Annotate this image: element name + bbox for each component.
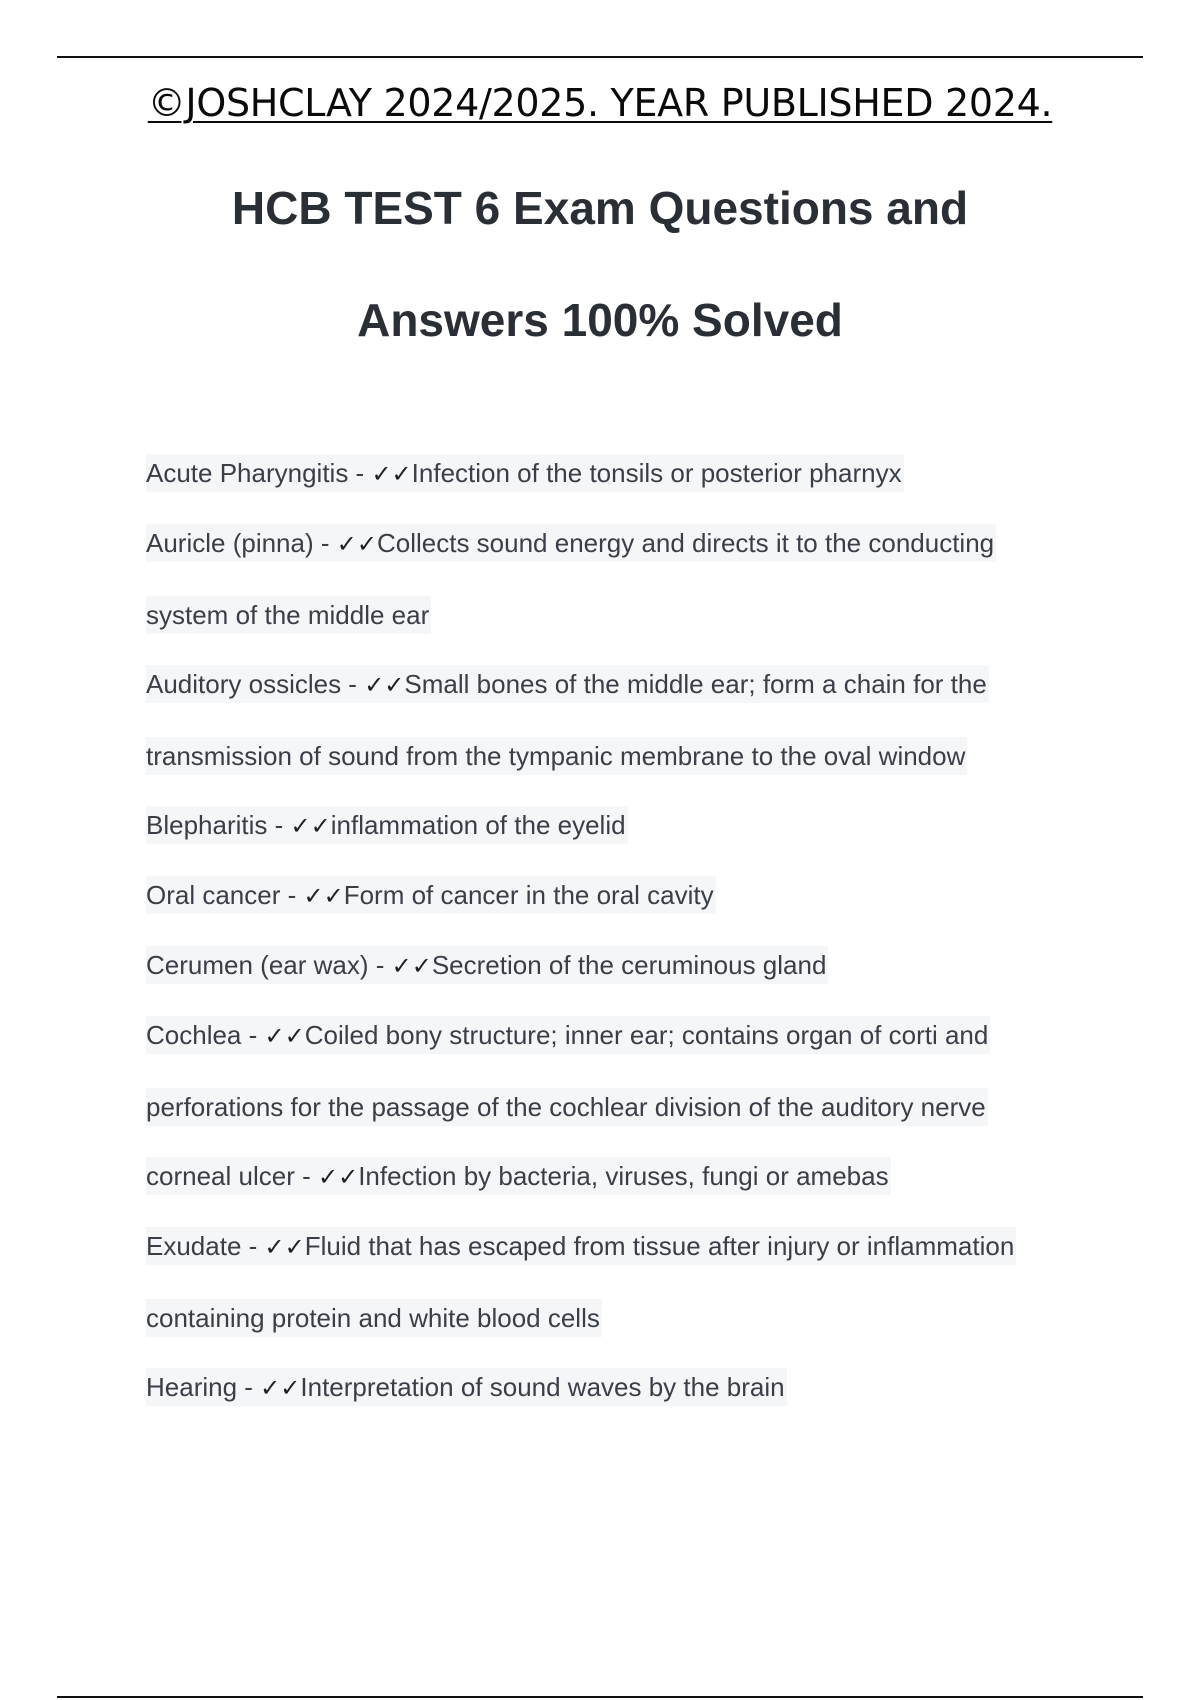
entry-term: Exudate	[146, 1231, 242, 1261]
double-check-icon: ✓✓	[317, 1163, 359, 1191]
double-check-icon: ✓✓	[391, 952, 432, 980]
copyright-text: ©JOSHCLAY 2024/2025. YEAR PUBLISHED 2024.	[147, 81, 1053, 125]
entry-separator: -	[313, 528, 337, 558]
entry-term: Cochlea	[146, 1020, 242, 1050]
entry-term: Hearing	[146, 1372, 238, 1402]
glossary-entry	[146, 649, 1076, 792]
double-check-icon: ✓✓	[303, 882, 344, 910]
entry-separator: -	[280, 880, 304, 910]
glossary-entry	[146, 1211, 1076, 1354]
entry-separator: -	[267, 810, 291, 840]
top-rule	[57, 56, 1143, 58]
entry-term: corneal ulcer	[146, 1161, 295, 1191]
entry-definition: Collects sound energy and directs it to the conducting system of the middle ear	[146, 528, 995, 630]
entry-term: Auditory ossicles	[146, 669, 342, 699]
glossary-entry	[146, 1352, 1076, 1424]
entry-term: Cerumen (ear wax)	[146, 950, 369, 980]
double-check-icon: ✓✓	[260, 1374, 301, 1402]
glossary-entry	[146, 438, 1076, 510]
bottom-rule	[57, 1696, 1143, 1698]
entry-definition: Coiled bony structure; inner ear; contains organ of corti and perforations for the passage of the cochlear division of the auditory nerve	[146, 1020, 989, 1122]
double-check-icon: ✓✓	[371, 460, 412, 488]
entry-separator: -	[241, 1020, 265, 1050]
title-line-2: Answers 100% Solved	[357, 294, 843, 346]
glossary-entry	[146, 860, 1076, 932]
entry-definition: Interpretation of sound waves by the brain	[300, 1372, 785, 1402]
entry-separator: -	[237, 1372, 261, 1402]
entry-definition: Fluid that has escaped from tissue after injury or inflammation containing protein and white blood cells	[146, 1231, 1015, 1333]
entry-separator: -	[341, 669, 365, 699]
entry-definition: Secretion of the ceruminous gland	[431, 950, 827, 980]
entry-term: Acute Pharyngitis	[146, 458, 349, 488]
entry-definition: inflammation of the eyelid	[330, 810, 626, 840]
glossary-entry	[146, 1141, 1076, 1213]
entry-definition: Infection by bacteria, viruses, fungi or amebas	[358, 1161, 889, 1191]
glossary-entry	[146, 508, 1076, 651]
entry-separator: -	[294, 1161, 318, 1191]
glossary-entry	[146, 930, 1076, 1002]
entry-term: Oral cancer	[146, 880, 281, 910]
title-line-1: HCB TEST 6 Exam Questions and	[231, 182, 969, 234]
glossary-entry	[146, 790, 1076, 862]
double-check-icon: ✓✓	[264, 1233, 305, 1261]
double-check-icon: ✓✓	[336, 530, 377, 558]
glossary-entry	[146, 1000, 1076, 1143]
double-check-icon: ✓✓	[264, 1022, 305, 1050]
entry-separator: -	[241, 1231, 265, 1261]
entry-definition: Form of cancer in the oral cavity	[343, 880, 714, 910]
entry-definition: Infection of the tonsils or posterior pharnyx	[411, 458, 902, 488]
entry-separator: -	[348, 458, 372, 488]
entry-definition: Small bones of the middle ear; form a chain for the transmission of sound from the tympanic membrane to the oval window	[146, 669, 987, 771]
double-check-icon: ✓✓	[290, 812, 331, 840]
entry-term: Blepharitis	[146, 810, 268, 840]
copyright-header	[0, 78, 1200, 128]
glossary-list	[146, 438, 1076, 1422]
double-check-icon: ✓✓	[364, 671, 405, 699]
entry-term: Auricle (pinna)	[146, 528, 314, 558]
entry-separator: -	[368, 950, 392, 980]
document-title	[0, 152, 1200, 376]
